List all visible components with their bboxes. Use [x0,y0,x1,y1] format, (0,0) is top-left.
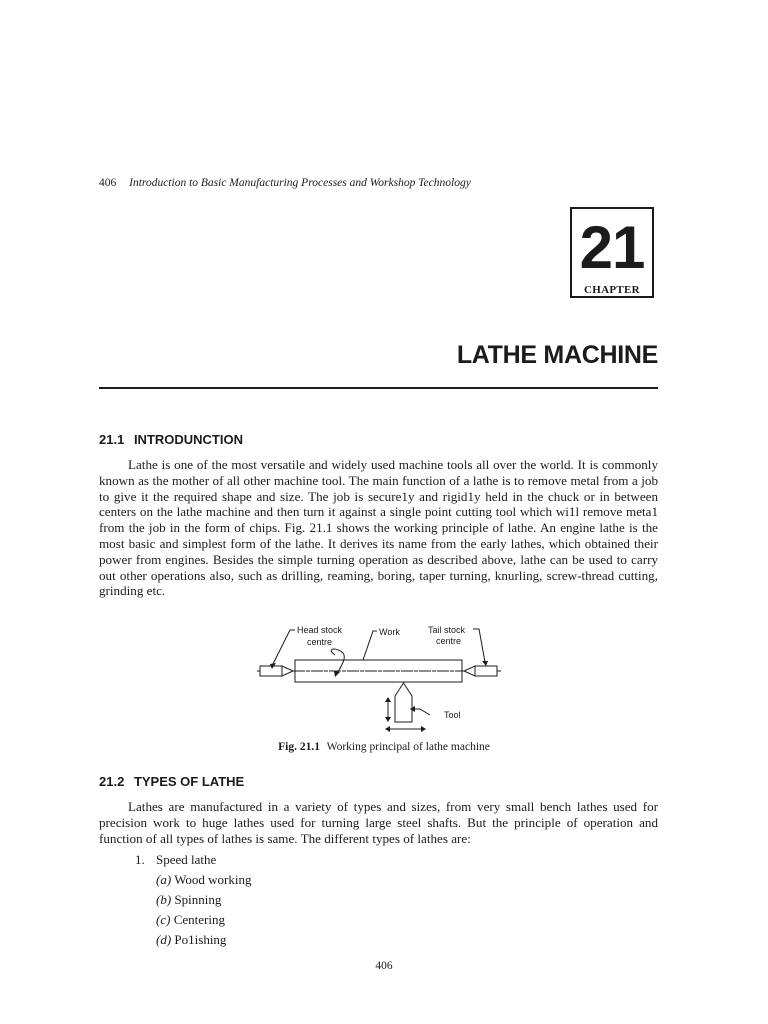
lathe-diagram [255,622,505,740]
label-tail-stock: Tail stock [428,625,466,635]
chapter-title: LATHE MACHINE [456,341,658,369]
section-number: 21.1 [99,432,125,447]
list-subitem-text: Po1ishing [174,932,227,947]
cutting-tool [395,683,412,722]
lathe-principle-figure [255,622,505,740]
running-head-book-title: Introduction to Basic Manufacturing Processes and Workshop Technology [129,177,471,189]
chapter-label: CHAPTER [584,284,640,296]
list-item-number: 1. [135,852,145,867]
title-rule [99,387,658,389]
tailstock-centre-point [464,666,475,676]
list-subitem [99,910,658,930]
list-subitem-marker: (c) [156,912,171,927]
label-head-stock: Head stock [297,625,343,635]
list-subitem-marker: (a) [156,872,172,887]
section-heading-intro [99,432,243,447]
chapter-number: 21 [579,214,645,281]
headstock-centre-point [282,666,293,676]
running-head-page-number: 406 [99,177,117,189]
label-tail-stock-centre: centre [436,636,462,646]
page-folio: 406 [375,960,393,972]
figure-caption-label: Fig. 21.1 [278,741,320,753]
section-title: TYPES OF LATHE [133,774,245,789]
running-head [99,177,471,189]
list-subitem-marker: (b) [156,892,172,907]
list-subitem [99,930,658,950]
figure-caption [0,741,768,753]
figure-caption-text: Working principal of lathe machine [326,741,490,753]
tailstock-spindle [475,666,497,676]
list-subitem [99,870,658,890]
section-heading-types [99,774,244,789]
label-tool: Tool [444,710,461,720]
list-subitem-text: Spinning [174,892,222,907]
lathe-types-list [99,850,658,950]
headstock-spindle [260,666,282,676]
list-item-text: Speed lathe [156,852,217,867]
section-title: INTRODUNCTION [133,432,243,447]
section-number: 21.2 [99,774,125,789]
list-subitem [99,890,658,910]
list-subitem-text: Wood working [174,872,252,887]
types-paragraph: Lathes are manufactured in a variety of types and sizes, from very small bench lathes used for precision work to huge lathes used for turning large steel shafts. But the principle of operation and function of all types of lathes is same. The different types of lathes are: [99,799,658,846]
rotation-arrow [331,649,344,674]
chapter-box [570,207,654,298]
label-work: Work [379,627,400,637]
label-head-stock-centre: centre [307,637,333,647]
intro-paragraph: Lathe is one of the most versatile and widely used machine tools all over the world. It is commonly known as the mother of all other machine tool. The main function of a lathe is to remove metal from a job to give it the required shape and size. The job is secure1y and rigid1y held in the chuck or in between centers on the lathe machine and then turn it against a single point cutting tool which wi1l remove meta1 from the job in the form of chips. Fig. 21.1 shows the working principle of lathe. An engine lathe is the most basic and simplest form of the lathe. It derives its name from the early lathes, which obtained their power from engines. Besides the simple turning operation as described above, lathe can be used to carry out other operations also, such as drilling, reaming, boring, taper turning, knurling, screw-thread cutting, grinding etc. [99,457,658,599]
list-subitem-marker: (d) [156,932,172,947]
list-item [99,850,658,870]
list-subitem-text: Centering [173,912,225,927]
